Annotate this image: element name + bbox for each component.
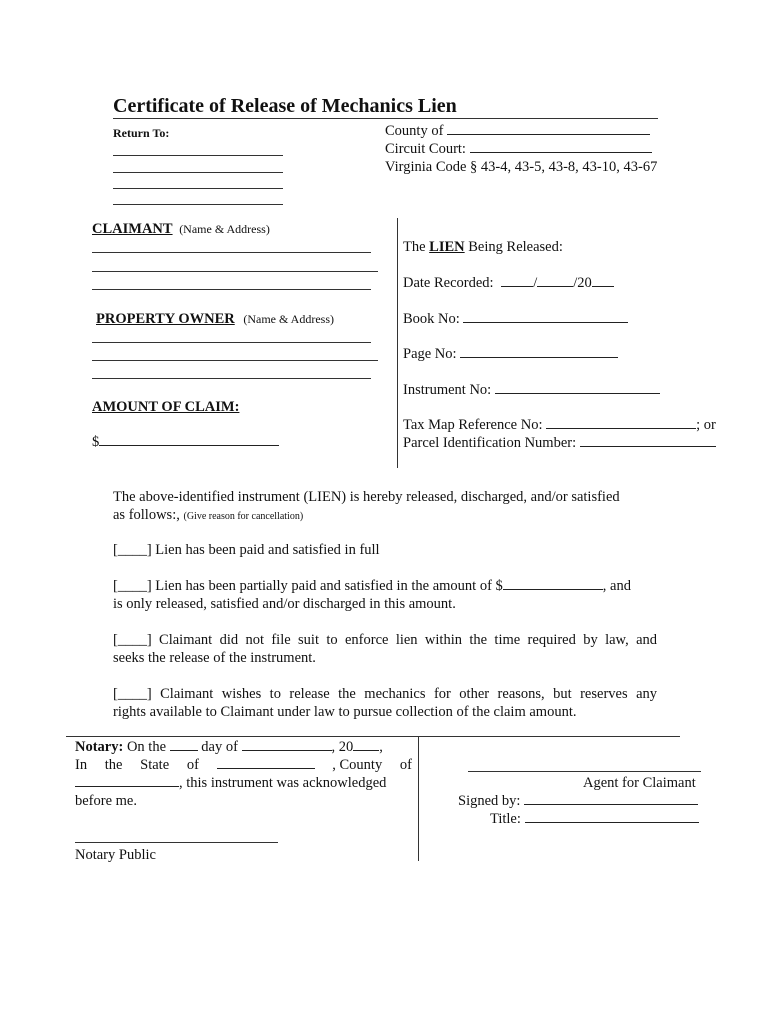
bottom-section-rule <box>66 736 680 737</box>
page-no-field <box>403 345 618 363</box>
book-no-field <box>403 310 628 328</box>
owner-line-2[interactable] <box>92 360 378 361</box>
date-recorded-field: Date Recorded: / /20 <box>403 274 614 292</box>
option-no-suit-line-2: seeks the release of the instrument. <box>113 650 316 666</box>
title-field <box>490 810 699 828</box>
checkbox-partial[interactable]: [____] <box>113 578 152 594</box>
notary-line-4: before me. <box>75 793 137 809</box>
release-intro-line-1: The above-identified instrument (LIEN) is hereby released, discharged, and/or satisfied <box>113 489 620 505</box>
owner-line-1[interactable] <box>92 342 371 343</box>
return-to-line-3[interactable] <box>113 188 283 189</box>
circuit-court-blank[interactable] <box>470 140 652 153</box>
notary-public-label: Notary Public <box>75 847 156 863</box>
parcel-field <box>403 434 716 452</box>
date-day-blank[interactable] <box>537 274 573 287</box>
notary-month-blank[interactable] <box>242 738 332 751</box>
claimant-line-3[interactable] <box>92 289 371 290</box>
notary-day-blank[interactable] <box>170 738 198 751</box>
title-label: Title: <box>490 811 521 827</box>
return-to-line-4[interactable] <box>113 204 283 205</box>
checkbox-other[interactable]: [____] <box>113 686 152 702</box>
notary-line-3: , this instrument was acknowledged <box>75 774 412 792</box>
notary-line-1: Notary: On the day of , 20 , <box>75 739 383 755</box>
amount-field <box>92 433 279 451</box>
signed-by-label: Signed by: <box>458 793 521 809</box>
return-to-line-2[interactable] <box>113 172 283 173</box>
currency-symbol: $ <box>92 434 100 450</box>
title-rule <box>113 118 658 119</box>
notary-line-2: In the State of , County of <box>75 757 412 773</box>
notary-year-blank[interactable] <box>353 738 379 751</box>
instrument-no-label: Instrument No: <box>403 382 492 398</box>
signed-by-field <box>458 792 698 810</box>
tax-map-label: Tax Map Reference No: <box>403 417 543 433</box>
agent-signature-line[interactable] <box>468 771 701 772</box>
option-other-line-2: rights available to Claimant under law to pursue collection of the claim amount. <box>113 704 577 720</box>
lien-word: LIEN <box>429 239 465 255</box>
tax-map-blank[interactable] <box>546 416 696 429</box>
instrument-no-blank[interactable] <box>495 381 660 394</box>
tax-map-field: Tax Map Reference No: ; or <box>403 417 716 433</box>
claimant-label: CLAIMANT <box>92 221 173 237</box>
option-paid-full: [____] Lien has been paid and satisfied in full <box>113 542 380 558</box>
bottom-divider <box>418 736 419 861</box>
date-month-blank[interactable] <box>501 274 533 287</box>
claimant-line-2[interactable] <box>92 271 378 272</box>
property-owner-label: PROPERTY OWNER <box>96 311 235 327</box>
circuit-court-field <box>385 140 652 158</box>
release-intro-note: (Give reason for cancellation) <box>183 511 304 522</box>
return-to-label: Return To: <box>113 126 170 140</box>
property-owner-heading <box>96 310 334 328</box>
lien-released-heading: The LIEN Being Released: <box>403 239 563 255</box>
claimant-line-1[interactable] <box>92 252 371 253</box>
property-owner-note: (Name & Address) <box>243 312 335 326</box>
instrument-no-field <box>403 381 660 399</box>
return-to-line-1[interactable] <box>113 155 283 156</box>
page-title: Certificate of Release of Mechanics Lien <box>113 95 457 117</box>
amount-of-claim-label: AMOUNT OF CLAIM: <box>92 399 240 415</box>
book-no-blank[interactable] <box>463 310 628 323</box>
notary-state-blank[interactable] <box>217 756 315 769</box>
column-divider <box>397 218 398 468</box>
amount-blank[interactable] <box>99 433 279 446</box>
county-blank[interactable] <box>447 122 650 135</box>
option-other-line-1: [____] Claimant wishes to release the mechanics for other reasons, but reserves any <box>113 686 658 702</box>
virginia-code: Virginia Code § 43-4, 43-5, 43-8, 43-10, 43-67 <box>385 159 658 175</box>
agent-for-claimant-label: Agent for Claimant <box>583 775 696 791</box>
option-partial-line-1: [____] Lien has been partially paid and satisfied in the amount of $ , and <box>113 578 631 594</box>
owner-line-3[interactable] <box>92 378 371 379</box>
page-no-label: Page No: <box>403 346 457 362</box>
county-field <box>385 122 650 140</box>
date-recorded-label: Date Recorded: <box>403 275 494 291</box>
partial-amount-blank[interactable] <box>503 577 603 590</box>
parcel-blank[interactable] <box>580 434 716 447</box>
option-no-suit-line-1: [____] Claimant did not file suit to enforce lien within the time required by law, and <box>113 632 657 648</box>
notary-signature-line[interactable] <box>75 842 278 843</box>
claimant-note: (Name & Address) <box>179 222 270 236</box>
book-no-label: Book No: <box>403 311 460 327</box>
county-label: County of <box>385 123 444 139</box>
circuit-court-label: Circuit Court: <box>385 141 466 157</box>
signed-by-blank[interactable] <box>524 792 698 805</box>
notary-label: Notary: <box>75 739 124 755</box>
notary-county-blank[interactable] <box>75 774 179 787</box>
page-no-blank[interactable] <box>460 345 618 358</box>
claimant-heading <box>92 220 270 238</box>
parcel-label: Parcel Identification Number: <box>403 435 577 451</box>
option-partial-line-2: is only released, satisfied and/or discharged in this amount. <box>113 596 456 612</box>
title-blank[interactable] <box>525 810 699 823</box>
checkbox-paid-full[interactable]: [____] <box>113 542 152 558</box>
date-year-blank[interactable] <box>592 274 614 287</box>
release-intro-line-2: as follows:, (Give reason for cancellation) <box>113 507 304 523</box>
checkbox-no-suit[interactable]: [____] <box>113 632 152 648</box>
